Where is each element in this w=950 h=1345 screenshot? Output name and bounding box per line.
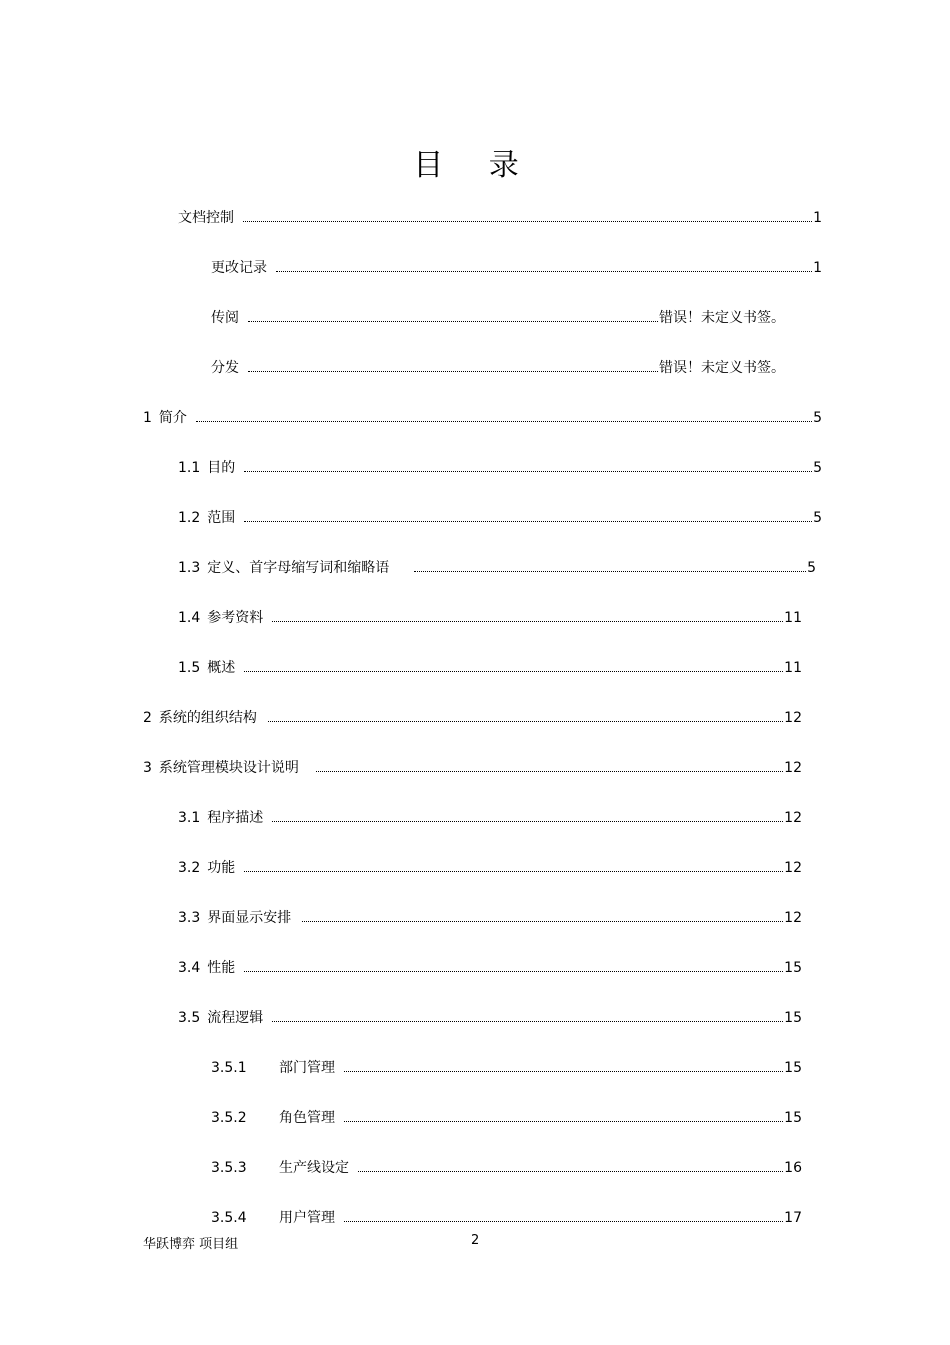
toc-entry[interactable] [178, 855, 802, 877]
toc-entry[interactable] [178, 455, 822, 477]
toc-entry-number: 3.3 [178, 910, 201, 926]
toc-entry[interactable] [143, 755, 802, 777]
page-title: 目 录 [413, 148, 537, 183]
toc-entry-number: 3 [143, 760, 152, 776]
toc-entry-title: 定义、首字母缩写词和缩略语 [207, 560, 390, 576]
toc-entry[interactable] [211, 1105, 802, 1127]
toc-entry-title: 流程逻辑 [207, 1010, 264, 1026]
toc-entry-number: 1.4 [178, 610, 201, 626]
toc-entry-page: 12 [784, 710, 802, 726]
toc-entry-page: 12 [784, 810, 802, 826]
toc-leader-dots [248, 321, 658, 322]
toc-entry[interactable] [211, 1205, 802, 1227]
toc-entry-title: 目的 [207, 460, 236, 476]
toc-entry-title: 部门管理 [279, 1060, 335, 1076]
toc-entry-number: 3.1 [178, 810, 201, 826]
toc-entry-number: 1.2 [178, 510, 201, 526]
toc-entry-number: 3.5.4 [211, 1210, 247, 1226]
toc-entry-page: 错误！未定义书签。 [659, 310, 785, 326]
toc-entry-title: 程序描述 [207, 810, 264, 826]
toc-entry-number: 3.4 [178, 960, 201, 976]
toc-entry-title: 分发 [211, 360, 239, 376]
toc-entry[interactable] [211, 355, 785, 377]
toc-entry-page: 11 [784, 610, 802, 626]
toc-leader-dots [316, 771, 783, 772]
toc-leader-dots [196, 421, 812, 422]
toc-entry[interactable] [178, 605, 802, 627]
toc-leader-dots [276, 271, 812, 272]
toc-entry-title: 角色管理 [279, 1110, 335, 1126]
toc-entry-number: 1.1 [178, 460, 201, 476]
toc-entry[interactable] [178, 805, 802, 827]
toc-entry-title: 文档控制 [178, 210, 234, 226]
toc-entry-page: 错误！未定义书签。 [659, 360, 785, 376]
toc-entry-number: 3.2 [178, 860, 201, 876]
toc-entry-number: 2 [143, 710, 152, 726]
toc-entry-number: 3.5.1 [211, 1060, 247, 1076]
toc-entry-page: 15 [784, 1010, 802, 1026]
toc-entry-page: 15 [784, 1110, 802, 1126]
toc-leader-dots [302, 921, 783, 922]
toc-entry-page: 5 [813, 460, 822, 476]
toc-entry[interactable] [143, 405, 822, 427]
toc-leader-dots [344, 1121, 783, 1122]
toc-entry[interactable] [211, 1055, 802, 1077]
toc-entry[interactable] [178, 555, 816, 577]
toc-entry-page: 1 [813, 260, 822, 276]
toc-entry-title: 界面显示安排 [207, 910, 292, 926]
toc-leader-dots [244, 971, 783, 972]
toc-entry-number: 1.3 [178, 560, 201, 576]
toc-entry-page: 12 [784, 910, 802, 926]
toc-leader-dots [244, 521, 812, 522]
toc-leader-dots [244, 671, 783, 672]
toc-entry-page: 1 [813, 210, 822, 226]
toc-entry-page: 5 [807, 560, 816, 576]
toc-entry[interactable] [178, 655, 802, 677]
toc-entry-page: 11 [784, 660, 802, 676]
toc-entry[interactable] [178, 205, 822, 227]
toc-entry[interactable] [143, 705, 802, 727]
toc-leader-dots [272, 1021, 783, 1022]
toc-leader-dots [358, 1171, 783, 1172]
toc-entry-title: 生产线设定 [279, 1160, 349, 1176]
toc-entry[interactable] [178, 505, 822, 527]
toc-leader-dots [268, 721, 783, 722]
toc-entry[interactable] [211, 1155, 802, 1177]
footer-left: 华跃博弈 项目组 [143, 1237, 239, 1252]
toc-leader-dots [272, 821, 783, 822]
toc-leader-dots [248, 371, 658, 372]
toc-entry-title: 系统的组织结构 [158, 710, 257, 726]
toc-entry-page: 5 [813, 410, 822, 426]
toc-entry-title: 简介 [158, 410, 187, 426]
toc-entry-title: 传阅 [211, 310, 239, 326]
toc-entry-page: 16 [784, 1160, 802, 1176]
toc-entry-number: 1.5 [178, 660, 201, 676]
toc-entry[interactable] [178, 1005, 802, 1027]
toc-entry-title: 系统管理模块设计说明 [158, 760, 299, 776]
toc-entry-title: 概述 [207, 660, 236, 676]
toc-entry-title: 性能 [207, 960, 236, 976]
toc-entry[interactable] [178, 905, 802, 927]
toc-entry-number: 3.5 [178, 1010, 201, 1026]
toc-entry[interactable] [211, 255, 822, 277]
toc-entry-page: 17 [784, 1210, 802, 1226]
footer-page-number: 2 [471, 1233, 480, 1248]
toc-entry-number: 3.5.3 [211, 1160, 247, 1176]
toc-entry-page: 15 [784, 960, 802, 976]
toc-leader-dots [272, 621, 783, 622]
toc-entry-number: 3.5.2 [211, 1110, 247, 1126]
toc-entry-page: 12 [784, 860, 802, 876]
toc-leader-dots [344, 1071, 783, 1072]
toc-entry-title: 功能 [207, 860, 236, 876]
toc-entry-page: 12 [784, 760, 802, 776]
toc-entry-page: 5 [813, 510, 822, 526]
toc-entry-title: 更改记录 [211, 260, 267, 276]
toc-leader-dots [243, 221, 812, 222]
toc-entry[interactable] [211, 305, 785, 327]
toc-leader-dots [414, 571, 806, 572]
toc-entry-title: 参考资料 [207, 610, 264, 626]
toc-entry-page: 15 [784, 1060, 802, 1076]
toc-entry[interactable] [178, 955, 802, 977]
toc-leader-dots [244, 471, 812, 472]
toc-entry-number: 1 [143, 410, 152, 426]
toc-entry-title: 范围 [207, 510, 236, 526]
toc-entry-title: 用户管理 [279, 1210, 335, 1226]
toc-leader-dots [244, 871, 783, 872]
toc-leader-dots [344, 1221, 783, 1222]
